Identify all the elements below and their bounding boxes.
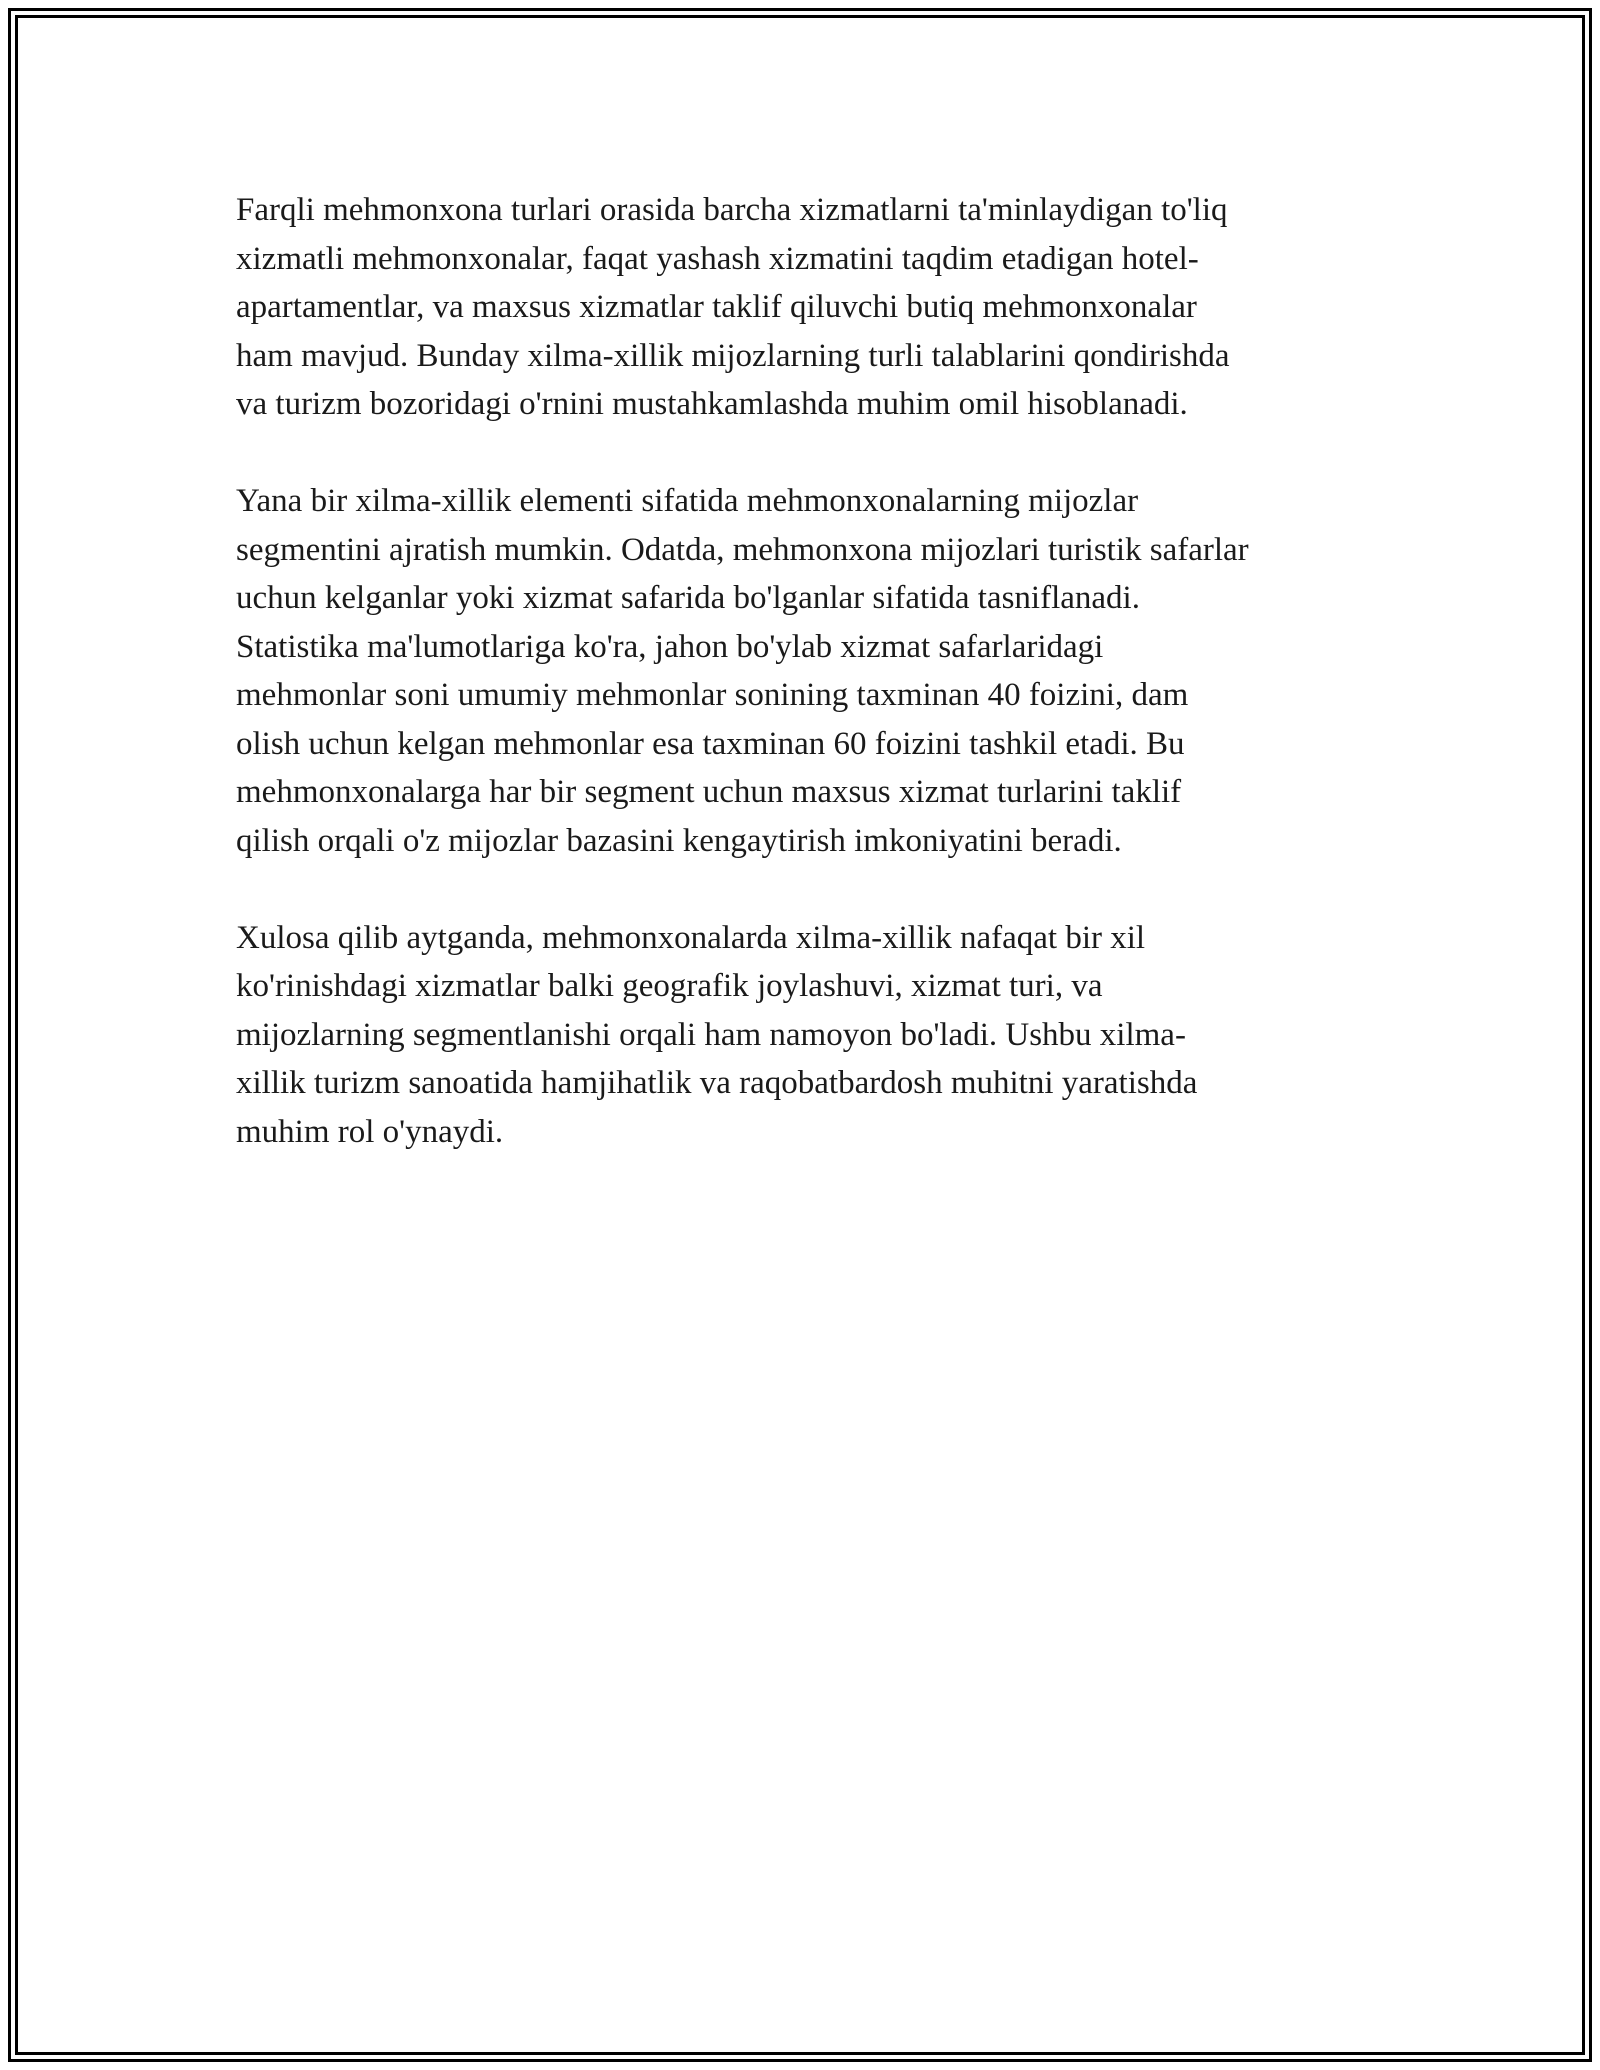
paragraph-1 bbox=[236, 186, 1366, 429]
text-line: uchun kelganlar yoki xizmat safarida bo'lganlar sifatida tasniflanadi. bbox=[236, 580, 1140, 616]
text-line: segmentini ajratish mumkin. Odatda, mehmonxona mijozlari turistik safarlar bbox=[236, 531, 1249, 568]
paragraph-3 bbox=[236, 914, 1366, 1157]
text-line: ham mavjud. Bunday xilma-xillik mijozlarning turli talablarini qondirishda bbox=[236, 337, 1230, 374]
text-line: olish uchun kelgan mehmonlar esa taxminan 60 foizini tashkil etadi. Bu bbox=[236, 725, 1185, 762]
text-line: Yana bir xilma-xillik elementi sifatida mehmonxonalarning mijozlar bbox=[236, 483, 1139, 519]
text-line: Statistika ma'lumotlariga ko'ra, jahon bo'ylab xizmat safarlaridagi bbox=[236, 628, 1104, 665]
text-line: Farqli mehmonxona turlari orasida barcha xizmatlarni ta'minlaydigan to'liq bbox=[236, 192, 1228, 228]
text-line: mehmonlar soni umumiy mehmonlar sonining taxminan 40 foizini, dam bbox=[236, 677, 1189, 713]
text-line: mijozlarning segmentlanishi orqali ham namoyon bo'ladi. Ushbu xilma- bbox=[236, 1016, 1186, 1053]
text-line: xizmatli mehmonxonalar, faqat yashash xizmatini taqdim etadigan hotel- bbox=[236, 240, 1199, 277]
text-line: apartamentlar, va maxsus xizmatlar taklif qiluvchi butiq mehmonxonalar bbox=[236, 289, 1197, 325]
text-line: ko'rinishdagi xizmatlar balki geografik joylashuvi, xizmat turi, va bbox=[236, 968, 1103, 1004]
text-line: mehmonxonalarga har bir segment uchun maxsus xizmat turlarini taklif bbox=[236, 774, 1182, 810]
text-line: muhim rol o'ynaydi. bbox=[236, 1113, 504, 1150]
text-line: qilish orqali o'z mijozlar bazasini kengaytirish imkoniyatini beradi. bbox=[236, 822, 1122, 859]
text-line: xillik turizm sanoatida hamjihatlik va raqobatbardosh muhitni yaratishda bbox=[236, 1065, 1198, 1101]
text-line: va turizm bozoridagi o'rnini mustahkamlashda muhim omil hisoblanadi. bbox=[236, 386, 1188, 422]
text-line: Xulosa qilib aytganda, mehmonxonalarda xilma-xillik nafaqat bir xil bbox=[236, 919, 1146, 956]
paragraph-2 bbox=[236, 477, 1366, 865]
document-body bbox=[236, 186, 1366, 1205]
